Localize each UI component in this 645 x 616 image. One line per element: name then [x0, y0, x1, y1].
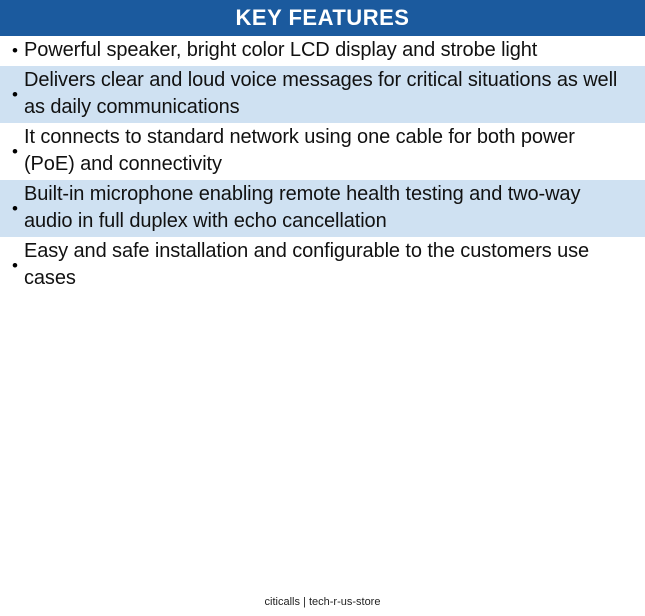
- page-title: KEY FEATURES: [235, 5, 410, 30]
- list-item: [0, 180, 645, 237]
- bullet-icon: •: [12, 198, 18, 218]
- feature-text: It connects to standard network using one cable for both power (PoE) and connectivity: [24, 126, 575, 175]
- bullet-icon: •: [12, 41, 18, 60]
- key-features-header: [0, 0, 645, 36]
- features-list: [0, 36, 645, 294]
- bullet-icon: •: [12, 84, 18, 104]
- list-item: [0, 123, 645, 180]
- feature-text: Powerful speaker, bright color LCD display and strobe light: [24, 39, 538, 61]
- list-item: [0, 66, 645, 123]
- bullet-icon: •: [12, 255, 18, 275]
- list-item: [0, 237, 645, 294]
- footer-credit: citicalls | tech-r-us-store: [264, 596, 381, 608]
- list-item: [0, 36, 645, 66]
- feature-text: Delivers clear and loud voice messages for critical situations as well as daily communications: [24, 69, 618, 118]
- feature-text: Easy and safe installation and configurable to the customers use cases: [24, 240, 590, 289]
- bullet-icon: •: [12, 141, 18, 161]
- feature-text: Built-in microphone enabling remote health testing and two-way audio in full duplex with echo cancellation: [24, 183, 581, 232]
